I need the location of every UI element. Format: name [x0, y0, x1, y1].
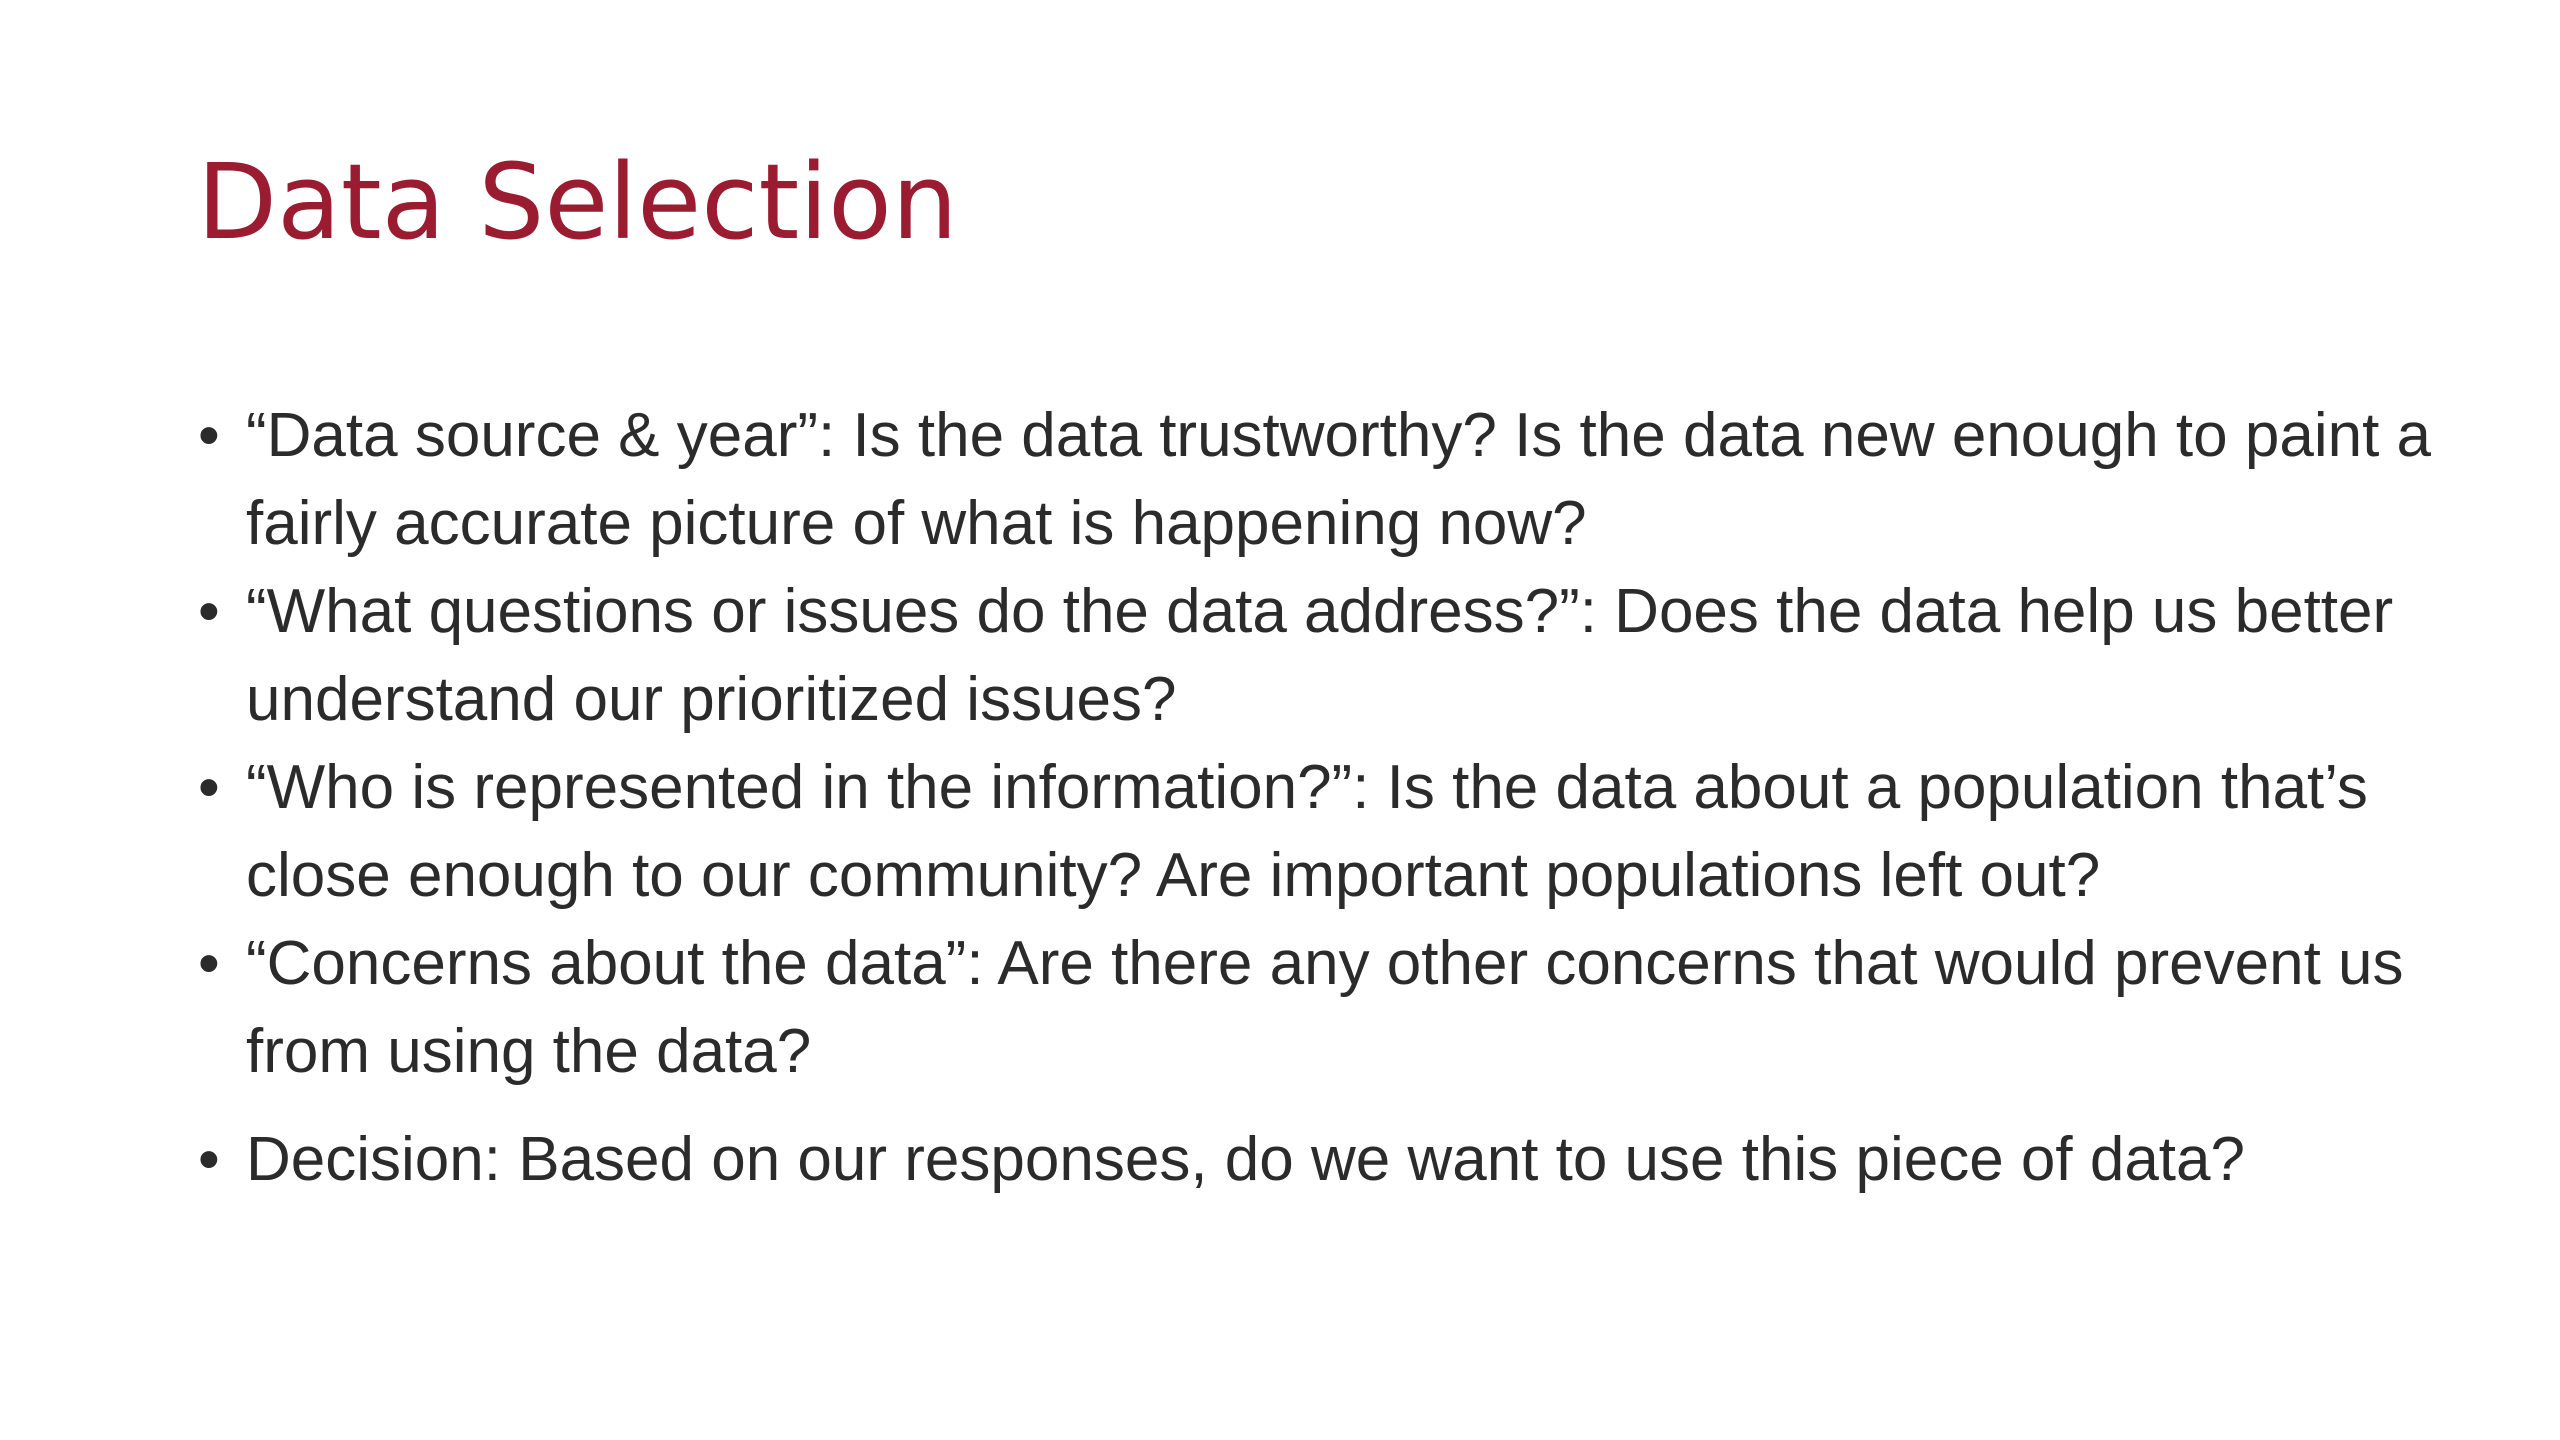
bullet-text: “Data source & year”: Is the data trustworthy? Is the data new enough to paint a fairly accurate picture of what is happening now?	[246, 401, 2432, 558]
bullet-item	[196, 920, 2476, 1096]
bullet-item	[196, 392, 2476, 568]
bullet-item	[196, 744, 2476, 920]
bullet-list	[196, 392, 2476, 1204]
bullet-dot-icon: •	[198, 577, 220, 646]
bullet-text: “Concerns about the data”: Are there any other concerns that would prevent us from using the data?	[246, 929, 2404, 1086]
bullet-text: “What questions or issues do the data address?”: Does the data help us better understand our prioritized issues?	[246, 577, 2394, 734]
bullet-dot-icon: •	[198, 929, 220, 998]
bullet-dot-icon: •	[198, 753, 220, 822]
bullet-text: Decision: Based on our responses, do we want to use this piece of data?	[246, 1125, 2245, 1194]
slide-title: Data Selection	[197, 141, 958, 263]
bullet-item	[196, 568, 2476, 744]
bullet-dot-icon: •	[198, 1125, 220, 1194]
bullet-dot-icon: •	[198, 401, 220, 470]
bullet-item	[196, 1116, 2476, 1204]
bullet-text: “Who is represented in the information?”: Is the data about a population that’s close enough to our community? Are important populations left out?	[246, 753, 2368, 910]
